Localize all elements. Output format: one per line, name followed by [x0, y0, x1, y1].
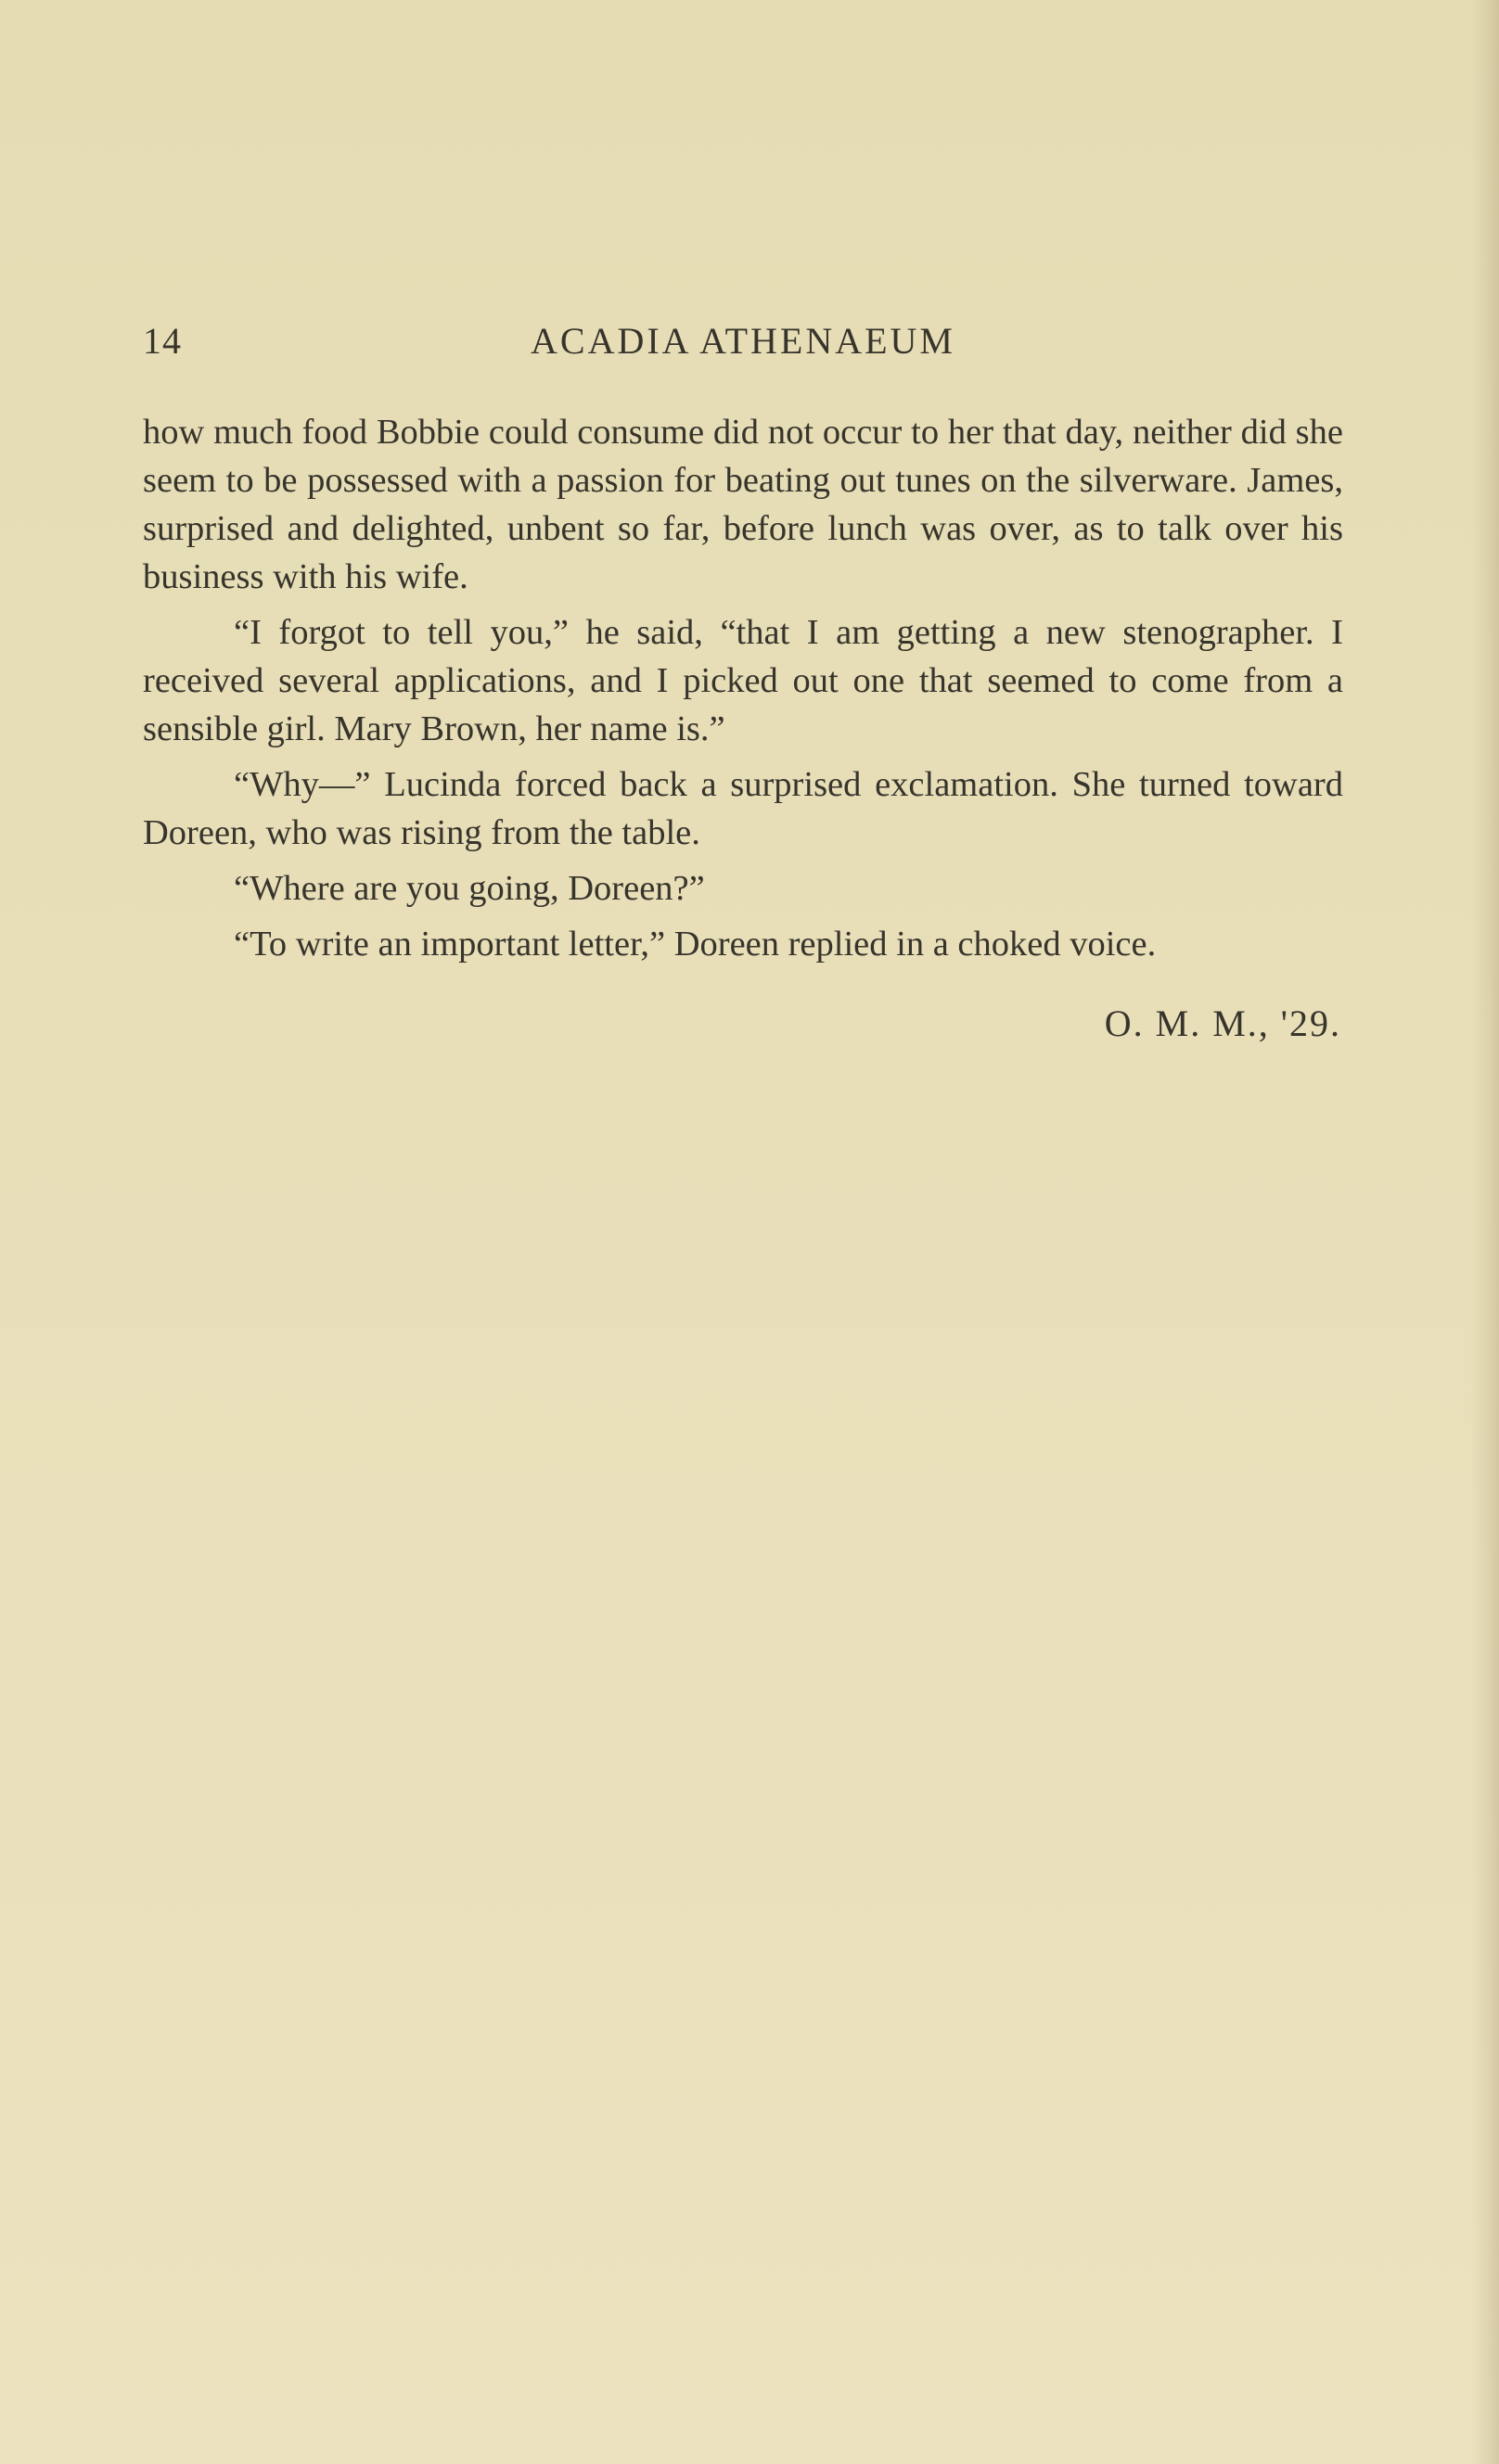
running-head	[143, 315, 1343, 367]
paragraph-3: “Why—” Lucinda forced back a surprised exclamation. She turned toward Doreen, who was rising from the table.	[143, 765, 1343, 852]
author-signature: O. M. M., '29.	[1104, 1002, 1341, 1044]
paragraph-4: “Where are you going, Doreen?”	[234, 869, 705, 908]
paragraph-1: how much food Bobbie could consume did not occur to her that day, neither did she seem to be possessed with a passion for beating out tunes on the silverware. James, surprised and delighted, unbent so far, before lunch was over, as to talk over his business with his wife.	[143, 413, 1343, 596]
page-edge-shadow	[1471, 0, 1499, 2464]
page-number: 14	[143, 320, 182, 362]
paragraph-5: “To write an important letter,” Doreen replied in a choked voice.	[234, 925, 1157, 964]
article-body	[143, 408, 1343, 968]
paragraph-2: “I forgot to tell you,” he said, “that I am getting a new stenographer. I received several applications, and I picked out one that seemed to come from a sensible girl. Mary Brown, her name is.”	[143, 613, 1343, 748]
text-block	[143, 315, 1343, 1050]
journal-title: ACADIA ATHENAEUM	[531, 320, 955, 362]
